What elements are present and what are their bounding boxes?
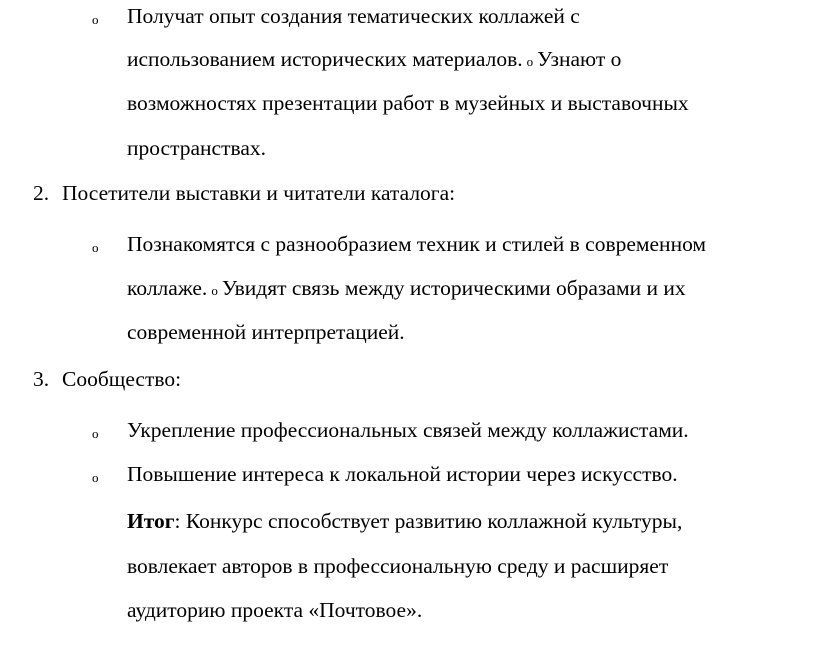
s1-item-b-line4: пространствах. bbox=[127, 136, 267, 160]
bullet-icon: o bbox=[92, 470, 99, 485]
bullet-icon: o bbox=[92, 240, 99, 255]
bullet-icon: o bbox=[92, 12, 99, 27]
s1-item-a-line2-text: использованием исторических материалов. bbox=[127, 47, 523, 71]
s2-item-a-line2 bbox=[127, 275, 686, 304]
s2-item-b-line3: современной интерпретацией. bbox=[127, 320, 405, 344]
section-title: Посетители выставки и читатели каталога: bbox=[62, 181, 456, 205]
bullet-icon: o bbox=[526, 54, 534, 69]
summary-line3: аудиторию проекта «Почтовое». bbox=[127, 598, 423, 622]
s2-item-a-line1: Познакомятся с разнообразием техник и стилей в современном bbox=[127, 232, 707, 256]
s1-item-a-line2 bbox=[127, 46, 621, 75]
s3-item-a-line1: Укрепление профессиональных связей между коллажистами. bbox=[127, 418, 689, 442]
bullet-icon: o bbox=[92, 426, 99, 441]
bullet-icon: o bbox=[211, 283, 218, 298]
summary-label: Итог bbox=[127, 509, 175, 533]
summary-line1 bbox=[127, 508, 682, 534]
s3-item-b-line1: Повышение интереса к локальной истории через искусство. bbox=[127, 462, 678, 486]
s1-item-b-line3: возможностях презентации работ в музейных и выставочных bbox=[127, 91, 689, 115]
s2-item-b-line1-text: Увидят связь между историческими образами и их bbox=[221, 276, 686, 300]
s1-item-b-line1-text: Узнают о bbox=[537, 47, 622, 71]
section-number: 2. bbox=[33, 181, 50, 205]
summary-line2: вовлекает авторов в профессиональную среду и расширяет bbox=[127, 554, 669, 578]
section-number: 3. bbox=[33, 367, 50, 391]
section-title: Сообщество: bbox=[62, 367, 182, 391]
s1-item-a-line1: Получат опыт создания тематических коллажей с bbox=[127, 4, 580, 28]
summary-line1-text: : Конкурс способствует развитию коллажной культуры, bbox=[174, 509, 683, 533]
s2-item-a-line2-text: коллаже. bbox=[127, 276, 208, 300]
